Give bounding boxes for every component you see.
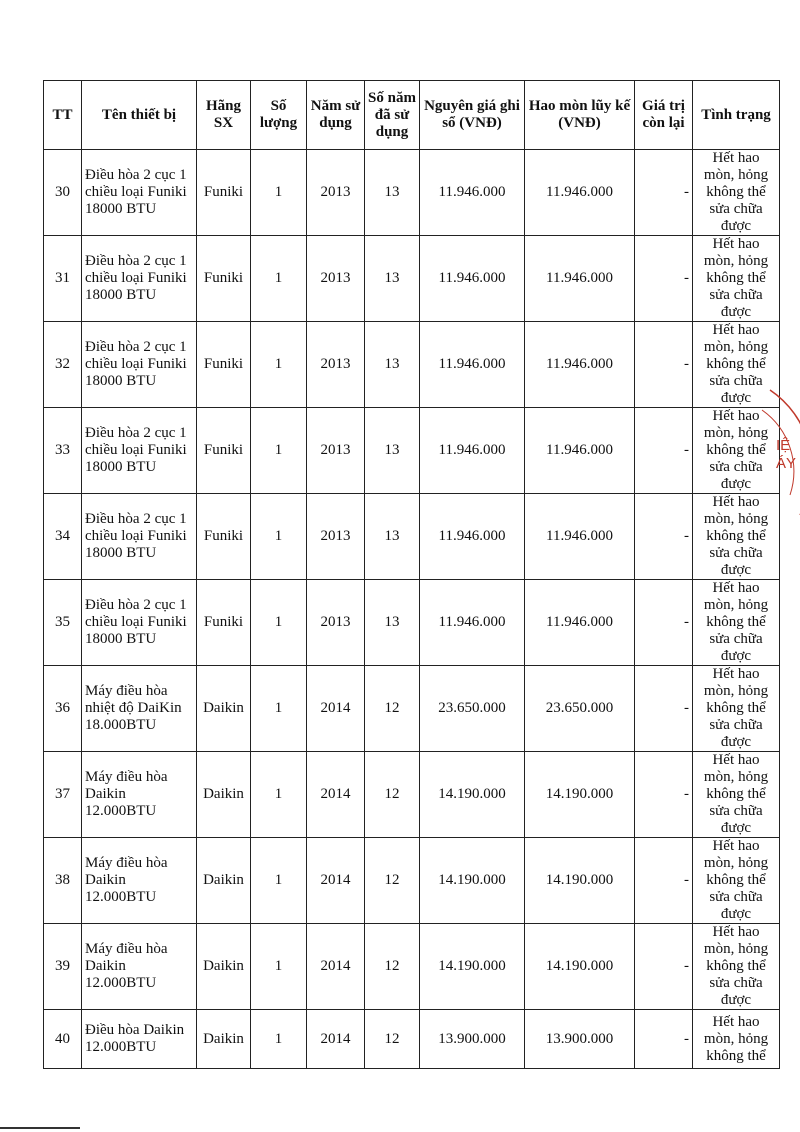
cell-years-used: 12	[365, 1010, 420, 1069]
cell-status: Hết hao mòn, hỏng không thể sửa chữa được	[693, 924, 780, 1010]
cell-original-value: 13.900.000	[420, 1010, 525, 1069]
cell-depreciation: 11.946.000	[525, 580, 635, 666]
cell-year: 2013	[307, 322, 365, 408]
header-maker: Hãng SX	[197, 81, 251, 150]
cell-depreciation: 14.190.000	[525, 752, 635, 838]
cell-quantity: 1	[251, 322, 307, 408]
cell-year: 2014	[307, 1010, 365, 1069]
table-row	[44, 752, 780, 838]
cell-name: Điều hòa 2 cục 1 chiều loại Funiki 18000 BTU	[82, 580, 197, 666]
cell-remaining: -	[635, 666, 693, 752]
cell-name: Điều hòa Daikin 12.000BTU	[82, 1010, 197, 1069]
cell-year: 2014	[307, 924, 365, 1010]
cell-name: Điều hòa 2 cục 1 chiều loại Funiki 18000 BTU	[82, 236, 197, 322]
table-row	[44, 924, 780, 1010]
header-tt: TT	[44, 81, 82, 150]
cell-years-used: 13	[365, 494, 420, 580]
cell-status: Hết hao mòn, hỏng không thể sửa chữa được	[693, 580, 780, 666]
cell-status: Hết hao mòn, hỏng không thể sửa chữa được	[693, 322, 780, 408]
cell-maker: Funiki	[197, 408, 251, 494]
cell-original-value: 11.946.000	[420, 580, 525, 666]
cell-original-value: 11.946.000	[420, 236, 525, 322]
cell-maker: Daikin	[197, 666, 251, 752]
cell-quantity: 1	[251, 924, 307, 1010]
table-row	[44, 236, 780, 322]
cell-remaining: -	[635, 838, 693, 924]
cell-quantity: 1	[251, 494, 307, 580]
cell-years-used: 13	[365, 580, 420, 666]
table-row	[44, 666, 780, 752]
header-year: Năm sử dụng	[307, 81, 365, 150]
footer-rule	[0, 1127, 80, 1129]
cell-years-used: 13	[365, 236, 420, 322]
cell-maker: Funiki	[197, 580, 251, 666]
cell-tt: 33	[44, 408, 82, 494]
cell-tt: 30	[44, 150, 82, 236]
cell-depreciation: 11.946.000	[525, 150, 635, 236]
header-quantity: Số lượng	[251, 81, 307, 150]
header-name: Tên thiết bị	[82, 81, 197, 150]
cell-status: Hết hao mòn, hỏng không thể sửa chữa được	[693, 236, 780, 322]
cell-tt: 32	[44, 322, 82, 408]
cell-depreciation: 14.190.000	[525, 838, 635, 924]
cell-name: Máy điều hòa nhiệt độ DaiKin 18.000BTU	[82, 666, 197, 752]
cell-tt: 39	[44, 924, 82, 1010]
cell-original-value: 11.946.000	[420, 408, 525, 494]
table-row	[44, 494, 780, 580]
cell-remaining: -	[635, 752, 693, 838]
cell-quantity: 1	[251, 580, 307, 666]
equipment-table	[43, 80, 780, 1069]
cell-original-value: 11.946.000	[420, 150, 525, 236]
table-row	[44, 322, 780, 408]
cell-depreciation: 11.946.000	[525, 236, 635, 322]
cell-remaining: -	[635, 150, 693, 236]
cell-years-used: 12	[365, 838, 420, 924]
table-row	[44, 838, 780, 924]
cell-name: Máy điều hòa Daikin 12.000BTU	[82, 752, 197, 838]
cell-year: 2013	[307, 494, 365, 580]
cell-status: Hết hao mòn, hỏng không thể sửa chữa được	[693, 494, 780, 580]
cell-years-used: 12	[365, 666, 420, 752]
cell-name: Điều hòa 2 cục 1 chiều loại Funiki 18000 BTU	[82, 494, 197, 580]
cell-status: Hết hao mòn, hỏng không thể	[693, 1010, 780, 1069]
table-header-row	[44, 81, 780, 150]
header-depreciation: Hao mòn lũy kế (VNĐ)	[525, 81, 635, 150]
cell-year: 2013	[307, 236, 365, 322]
cell-status: Hết hao mòn, hỏng không thể sửa chữa được	[693, 666, 780, 752]
cell-original-value: 14.190.000	[420, 838, 525, 924]
cell-years-used: 13	[365, 150, 420, 236]
cell-remaining: -	[635, 408, 693, 494]
cell-year: 2014	[307, 666, 365, 752]
cell-original-value: 14.190.000	[420, 752, 525, 838]
cell-year: 2013	[307, 580, 365, 666]
cell-quantity: 1	[251, 236, 307, 322]
cell-depreciation: 11.946.000	[525, 322, 635, 408]
header-original-value: Nguyên giá ghi sổ (VNĐ)	[420, 81, 525, 150]
cell-depreciation: 11.946.000	[525, 494, 635, 580]
cell-depreciation: 23.650.000	[525, 666, 635, 752]
table-row	[44, 580, 780, 666]
cell-maker: Daikin	[197, 1010, 251, 1069]
table-row	[44, 150, 780, 236]
cell-year: 2013	[307, 408, 365, 494]
cell-quantity: 1	[251, 838, 307, 924]
cell-name: Điều hòa 2 cục 1 chiều loại Funiki 18000 BTU	[82, 150, 197, 236]
cell-maker: Daikin	[197, 924, 251, 1010]
cell-remaining: -	[635, 236, 693, 322]
cell-maker: Funiki	[197, 322, 251, 408]
cell-depreciation: 13.900.000	[525, 1010, 635, 1069]
cell-remaining: -	[635, 322, 693, 408]
cell-tt: 37	[44, 752, 82, 838]
cell-remaining: -	[635, 580, 693, 666]
cell-maker: Funiki	[197, 236, 251, 322]
seal-text-2: ÁY	[776, 455, 797, 472]
cell-year: 2014	[307, 838, 365, 924]
cell-original-value: 23.650.000	[420, 666, 525, 752]
cell-maker: Daikin	[197, 752, 251, 838]
cell-original-value: 11.946.000	[420, 322, 525, 408]
cell-tt: 36	[44, 666, 82, 752]
cell-tt: 38	[44, 838, 82, 924]
cell-depreciation: 14.190.000	[525, 924, 635, 1010]
cell-years-used: 13	[365, 408, 420, 494]
cell-maker: Funiki	[197, 494, 251, 580]
cell-tt: 34	[44, 494, 82, 580]
table-row	[44, 408, 780, 494]
cell-years-used: 12	[365, 752, 420, 838]
cell-tt: 35	[44, 580, 82, 666]
cell-original-value: 11.946.000	[420, 494, 525, 580]
cell-name: Máy điều hòa Daikin 12.000BTU	[82, 924, 197, 1010]
cell-status: Hết hao mòn, hỏng không thể sửa chữa được	[693, 150, 780, 236]
cell-year: 2014	[307, 752, 365, 838]
cell-quantity: 1	[251, 150, 307, 236]
cell-years-used: 13	[365, 322, 420, 408]
cell-quantity: 1	[251, 752, 307, 838]
cell-tt: 31	[44, 236, 82, 322]
cell-depreciation: 11.946.000	[525, 408, 635, 494]
cell-name: Máy điều hòa Daikin 12.000BTU	[82, 838, 197, 924]
cell-quantity: 1	[251, 666, 307, 752]
cell-tt: 40	[44, 1010, 82, 1069]
cell-name: Điều hòa 2 cục 1 chiều loại Funiki 18000 BTU	[82, 322, 197, 408]
cell-name: Điều hòa 2 cục 1 chiều loại Funiki 18000 BTU	[82, 408, 197, 494]
cell-remaining: -	[635, 924, 693, 1010]
cell-year: 2013	[307, 150, 365, 236]
cell-maker: Funiki	[197, 150, 251, 236]
cell-quantity: 1	[251, 1010, 307, 1069]
cell-quantity: 1	[251, 408, 307, 494]
header-years-used: Số năm đã sử dụng	[365, 81, 420, 150]
header-remaining: Giá trị còn lại	[635, 81, 693, 150]
cell-remaining: -	[635, 494, 693, 580]
cell-status: Hết hao mòn, hỏng không thể sửa chữa được	[693, 752, 780, 838]
cell-status: Hết hao mòn, hỏng không thể sửa chữa được	[693, 408, 780, 494]
seal-text-1: IỆ	[776, 437, 791, 454]
cell-years-used: 12	[365, 924, 420, 1010]
header-status: Tình trạng	[693, 81, 780, 150]
cell-remaining: -	[635, 1010, 693, 1069]
cell-original-value: 14.190.000	[420, 924, 525, 1010]
cell-maker: Daikin	[197, 838, 251, 924]
cell-status: Hết hao mòn, hỏng không thể sửa chữa được	[693, 838, 780, 924]
table-row	[44, 1010, 780, 1069]
